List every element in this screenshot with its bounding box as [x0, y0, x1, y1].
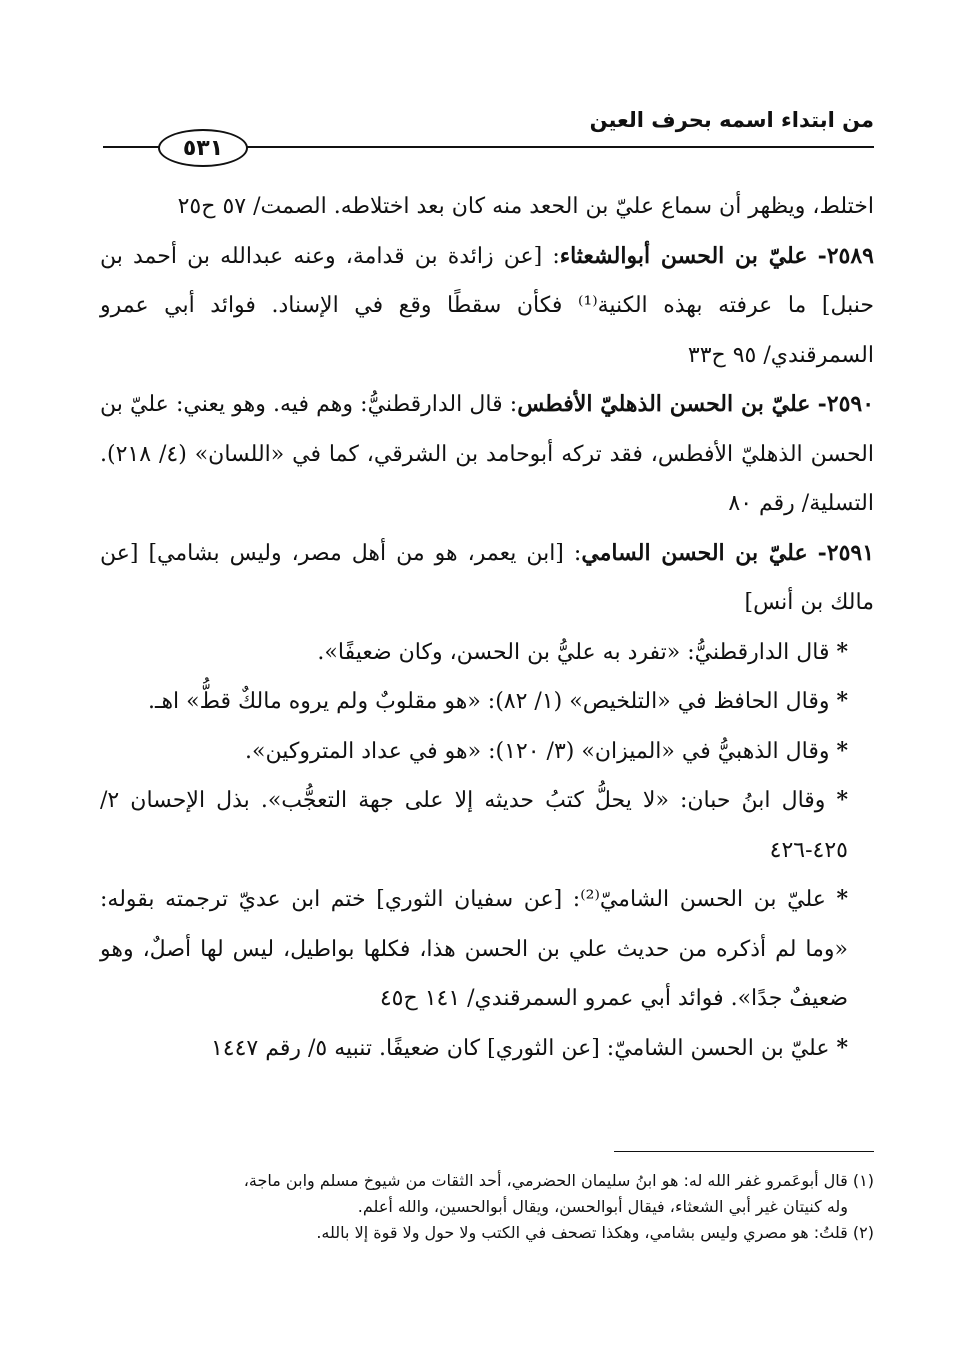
entry-2591 [100, 529, 874, 628]
bullet-star: * [836, 638, 848, 665]
page-number-badge [158, 129, 248, 167]
bullet-daraqutni [100, 628, 874, 678]
entry-number: ٢٥٨٩- [817, 242, 874, 269]
bullet-text: وقال ابنُ حبان: «لا يحلُّ كتبُ حديثه إلا على جهة التعجُّب». بذل الإحسان ٢/ ٤٢٥-٤٢٦ [100, 788, 848, 863]
bullet-text: عليّ بن الحسن الشاميّ: [عن الثوري] كان ضعيفًا. تنبيه ٥/ رقم ١٤٤٧ [210, 1035, 830, 1061]
bullet-star: * [836, 787, 848, 813]
bullet-hafiz [100, 677, 874, 727]
bullet-star: * [836, 688, 848, 714]
bullet-dhahabi [100, 727, 874, 777]
bullet-text: وقال الذهبيُّ في «الميزان» (٣/ ١٢٠): «هو في عداد المتروكين». [245, 738, 830, 764]
entry-number: ٢٥٩٠- [817, 391, 875, 417]
entry-name: عليّ بن الحسن السامي [581, 539, 808, 566]
bullet-text: وقال الحافظ في «التلخيص» (١/ ٨٢): «هو مقلوبٌ ولم يروه مالكٌ قطُّ» اهـ. [148, 689, 830, 714]
entry-number: ٢٥٩١- [817, 539, 875, 566]
bullet-star: * [836, 737, 848, 764]
entry-text: : [عن زائدة بن قدامة، وعنه عبدالله بن أحمد بن حنبل] ما عرفته بهذه الكنية⁽¹⁾ فكأن سقطًا وقع في الإسناد. فوائد أبي عمرو السمرقندي/ ٩٥ ح٣٣ [100, 243, 875, 368]
main-text [100, 182, 874, 1073]
entry-text: : [ابن يعمر، هو من أهل مصر، وليس بشامي] [عن مالك بن أنس] [100, 540, 874, 615]
paragraph-continuation [100, 182, 874, 232]
entry-2590 [100, 380, 874, 529]
running-header-title: من ابتداء اسمه بحرف العين [589, 108, 874, 132]
bullet-ali-shami-1 [100, 875, 874, 1024]
footnote-2: (٢) قلتُ: هو مصري وليس بشامي، وهكذا تصحف في الكتب ولا حول ولا قوة إلا بالله. [316, 1223, 874, 1242]
bullet-star: * [836, 886, 848, 912]
paragraph-text: اختلط، ويظهر أن سماع عليّ بن الحعد منه كان بعد اختلاطه. الصمت/ ٥٧ ح٢٥ [177, 194, 874, 219]
footnote-rule [614, 1151, 874, 1152]
bullet-ibn-hibban [100, 776, 874, 875]
bullet-star: * [836, 1034, 848, 1061]
entry-2589 [100, 232, 874, 381]
page-number: ٥٣١ [182, 135, 224, 161]
entry-text: : قال الدارقطنيُّ: وهم فيه. وهو يعني: عليّ بن الحسن الذهليّ الأفطس، فقد تركه أبوحامد بن الشرقي، كما في «اللسان» (٤/ ٢١٨). التسلية/ رقم ٨٠ [100, 392, 874, 516]
footnotes [100, 1168, 874, 1246]
bullet-ali-shami-2 [100, 1024, 874, 1074]
footnote-1: (١) قال أبوعَمرو غفر الله له: هو ابنُ سليمان الحضرمي، أحد الثقات من شيوخ مسلم وابن ماجة، [243, 1171, 874, 1190]
footnote-1-continuation: وله كنيتان غير أبي الشعثاء، فيقال أبوالحسن، ويقال أبوالحسين، والله أعلم. [357, 1197, 848, 1216]
entry-name: عليّ بن الحسن أبوالشعثاء [559, 242, 808, 269]
bullet-text: عليّ بن الحسن الشاميّ⁽²⁾: [عن سفيان الثوري] ختم ابن عديّ ترجمته بقوله: «وما لم أذكره من حديث علي بن الحسن هذا، فكلها بواطيل، ليس لها أصلٌ، وهو ضعيفٌ جدًا». فوائد أبي عمرو السمرقندي/ ١٤١ ح٤٥ [100, 887, 848, 1011]
bullet-text: قال الدارقطنيُّ: «تفرد به عليُّ بن الحسن، وكان ضعيفًا». [317, 639, 830, 665]
entry-name: عليّ بن الحسن الذهليّ الأفطس [517, 391, 811, 417]
